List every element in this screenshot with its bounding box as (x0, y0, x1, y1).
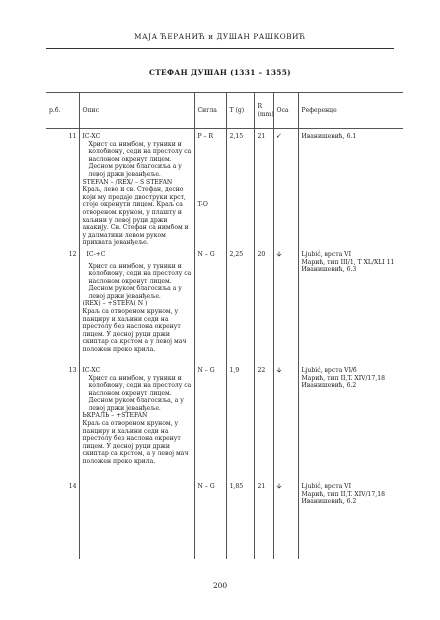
reference-line: Ljubić, врста VI/б (301, 366, 357, 374)
axis-arrow-icon: 🡫 (276, 481, 282, 490)
header-references: Референце (298, 93, 403, 129)
mark-primary: N – G (197, 482, 215, 490)
mark-primary: N – G (197, 250, 215, 258)
reference-line: Иванишевић, 6.1 (301, 133, 357, 140)
row-number: 12 (46, 247, 79, 363)
reverse-description: Краљ, лево и св. Стефан, десно који му предаје двоструки крст, стоје окренути лицем. Краљ са отвореном круном, у плашту и хаљини у левој руци држи акакију. Св. Стефан са нимбом и у далматики левом руком прихвата јеванђеље. (82, 186, 189, 247)
row-references (298, 363, 403, 479)
row-references (298, 129, 403, 247)
row-weight: 1,85 (226, 479, 254, 559)
row-number: 14 (46, 479, 79, 559)
row-diameter: 22 (254, 363, 273, 479)
table-row (46, 479, 403, 559)
table-row (46, 363, 403, 479)
reference-line: Марић, тип III/1, Т XL/XLI 11 (301, 258, 395, 266)
mark-secondary: T-O (197, 200, 208, 208)
row-mark (194, 247, 226, 363)
mark-primary: P – R (197, 133, 214, 140)
axis-arrow-icon: 🡫 (276, 249, 282, 258)
reference-line: Марић, тип II,T. XIV/17,18 (301, 374, 386, 382)
row-description (79, 363, 194, 479)
row-number: 11 (46, 129, 79, 247)
reference-line: Иванишевић, 6.2 (301, 498, 357, 506)
obverse-legend: IC-XC (82, 133, 101, 140)
row-axis (273, 363, 298, 479)
reference-line: Марић, тип II,T. XIV/17,18 (301, 490, 386, 498)
reference-line: Иванишевић, 6.2 (301, 382, 357, 390)
axis-arrow-icon: ⭩ (276, 132, 282, 140)
row-weight: 1,9 (226, 363, 254, 479)
reference-line: Ljubić, врста VI (301, 482, 351, 490)
reverse-legend: STEFAN – /REX/ – S STEFAN (82, 178, 173, 186)
obverse-legend: IC-+C (86, 250, 106, 258)
row-axis (273, 479, 298, 559)
page-number: 200 (212, 581, 228, 590)
row-mark (194, 363, 226, 479)
row-mark (194, 479, 226, 559)
row-diameter: 20 (254, 247, 273, 363)
table-row (46, 247, 403, 363)
section-title: СТЕФАН ДУШАН (1331 – 1355) (149, 68, 291, 77)
row-diameter: 21 (254, 479, 273, 559)
header-mark: Сигла (194, 93, 226, 129)
obverse-legend: IC-XC (82, 366, 101, 374)
obverse-description: Христ са нимбом, у туники и колобиону, седи на престолу са наслоном окренут лицем. Десном руком благосиља, а у левој држи јеванђеље. (88, 374, 192, 412)
reverse-description: Краљ са отвореном круном, у панциру и хаљини седи на престолу без наслона окренут лицем. У десној руци држи скиптар са крстом а у левој мач положен преко крила. (82, 308, 187, 354)
header-weight: Т (g) (226, 93, 254, 129)
axis-arrow-icon: 🡫 (276, 365, 282, 374)
reference-line: Иванишевић, 6.3 (301, 266, 357, 274)
row-axis (273, 247, 298, 363)
mark-primary: N – G (197, 366, 215, 374)
row-mark (194, 129, 226, 247)
running-head: МАЈА ЋЕРАНИЋ и ДУШАН РАШКОВИЋ (134, 32, 306, 41)
row-diameter: 21 (254, 129, 273, 247)
header-diameter (254, 93, 273, 129)
row-number: 13 (46, 363, 79, 479)
header-number: р.б. (46, 93, 79, 129)
row-weight: 2,25 (226, 247, 254, 363)
row-description (79, 247, 194, 363)
header-diameter-unit: (mm) (257, 111, 274, 118)
header-diameter-label: R (257, 103, 263, 111)
reverse-description: Краљ са отвореном круном, у панциру и хаљини седи на престолу без наслона окренут лицем. У десној руци држи скиптар са крстом, а у левој мач положен преко крила. (82, 420, 189, 466)
reverse-legend: (REX) – +STEFA( N ) (82, 300, 148, 308)
obverse-description: Христ са нимбом, у туники и колобиону, седи на престолу са наслоном окренут лицем. Десном руком благосиља а у левој држи јеванђеље. (88, 140, 192, 178)
row-weight: 2,15 (226, 129, 254, 247)
table-header-row (46, 93, 403, 129)
row-references (298, 479, 403, 559)
row-description (79, 479, 194, 559)
header-divider (46, 48, 394, 49)
table-row (46, 129, 403, 247)
coin-catalog-table (46, 92, 403, 559)
row-description (79, 129, 194, 247)
reference-line: Ljubić, врста VI (301, 250, 351, 258)
header-axis: Оса (273, 93, 298, 129)
row-references (298, 247, 403, 363)
obverse-description: Христ са нимбом, у туники и колобиону, седи на престолу са наслоном окренут лицем. Десном руком благосиља а у левој држи јеванђеље. (88, 262, 192, 300)
header-description: Опис (79, 93, 194, 129)
row-axis (273, 129, 298, 247)
reverse-legend: ЬКРАЛЬ – +STEFAN (82, 412, 148, 420)
